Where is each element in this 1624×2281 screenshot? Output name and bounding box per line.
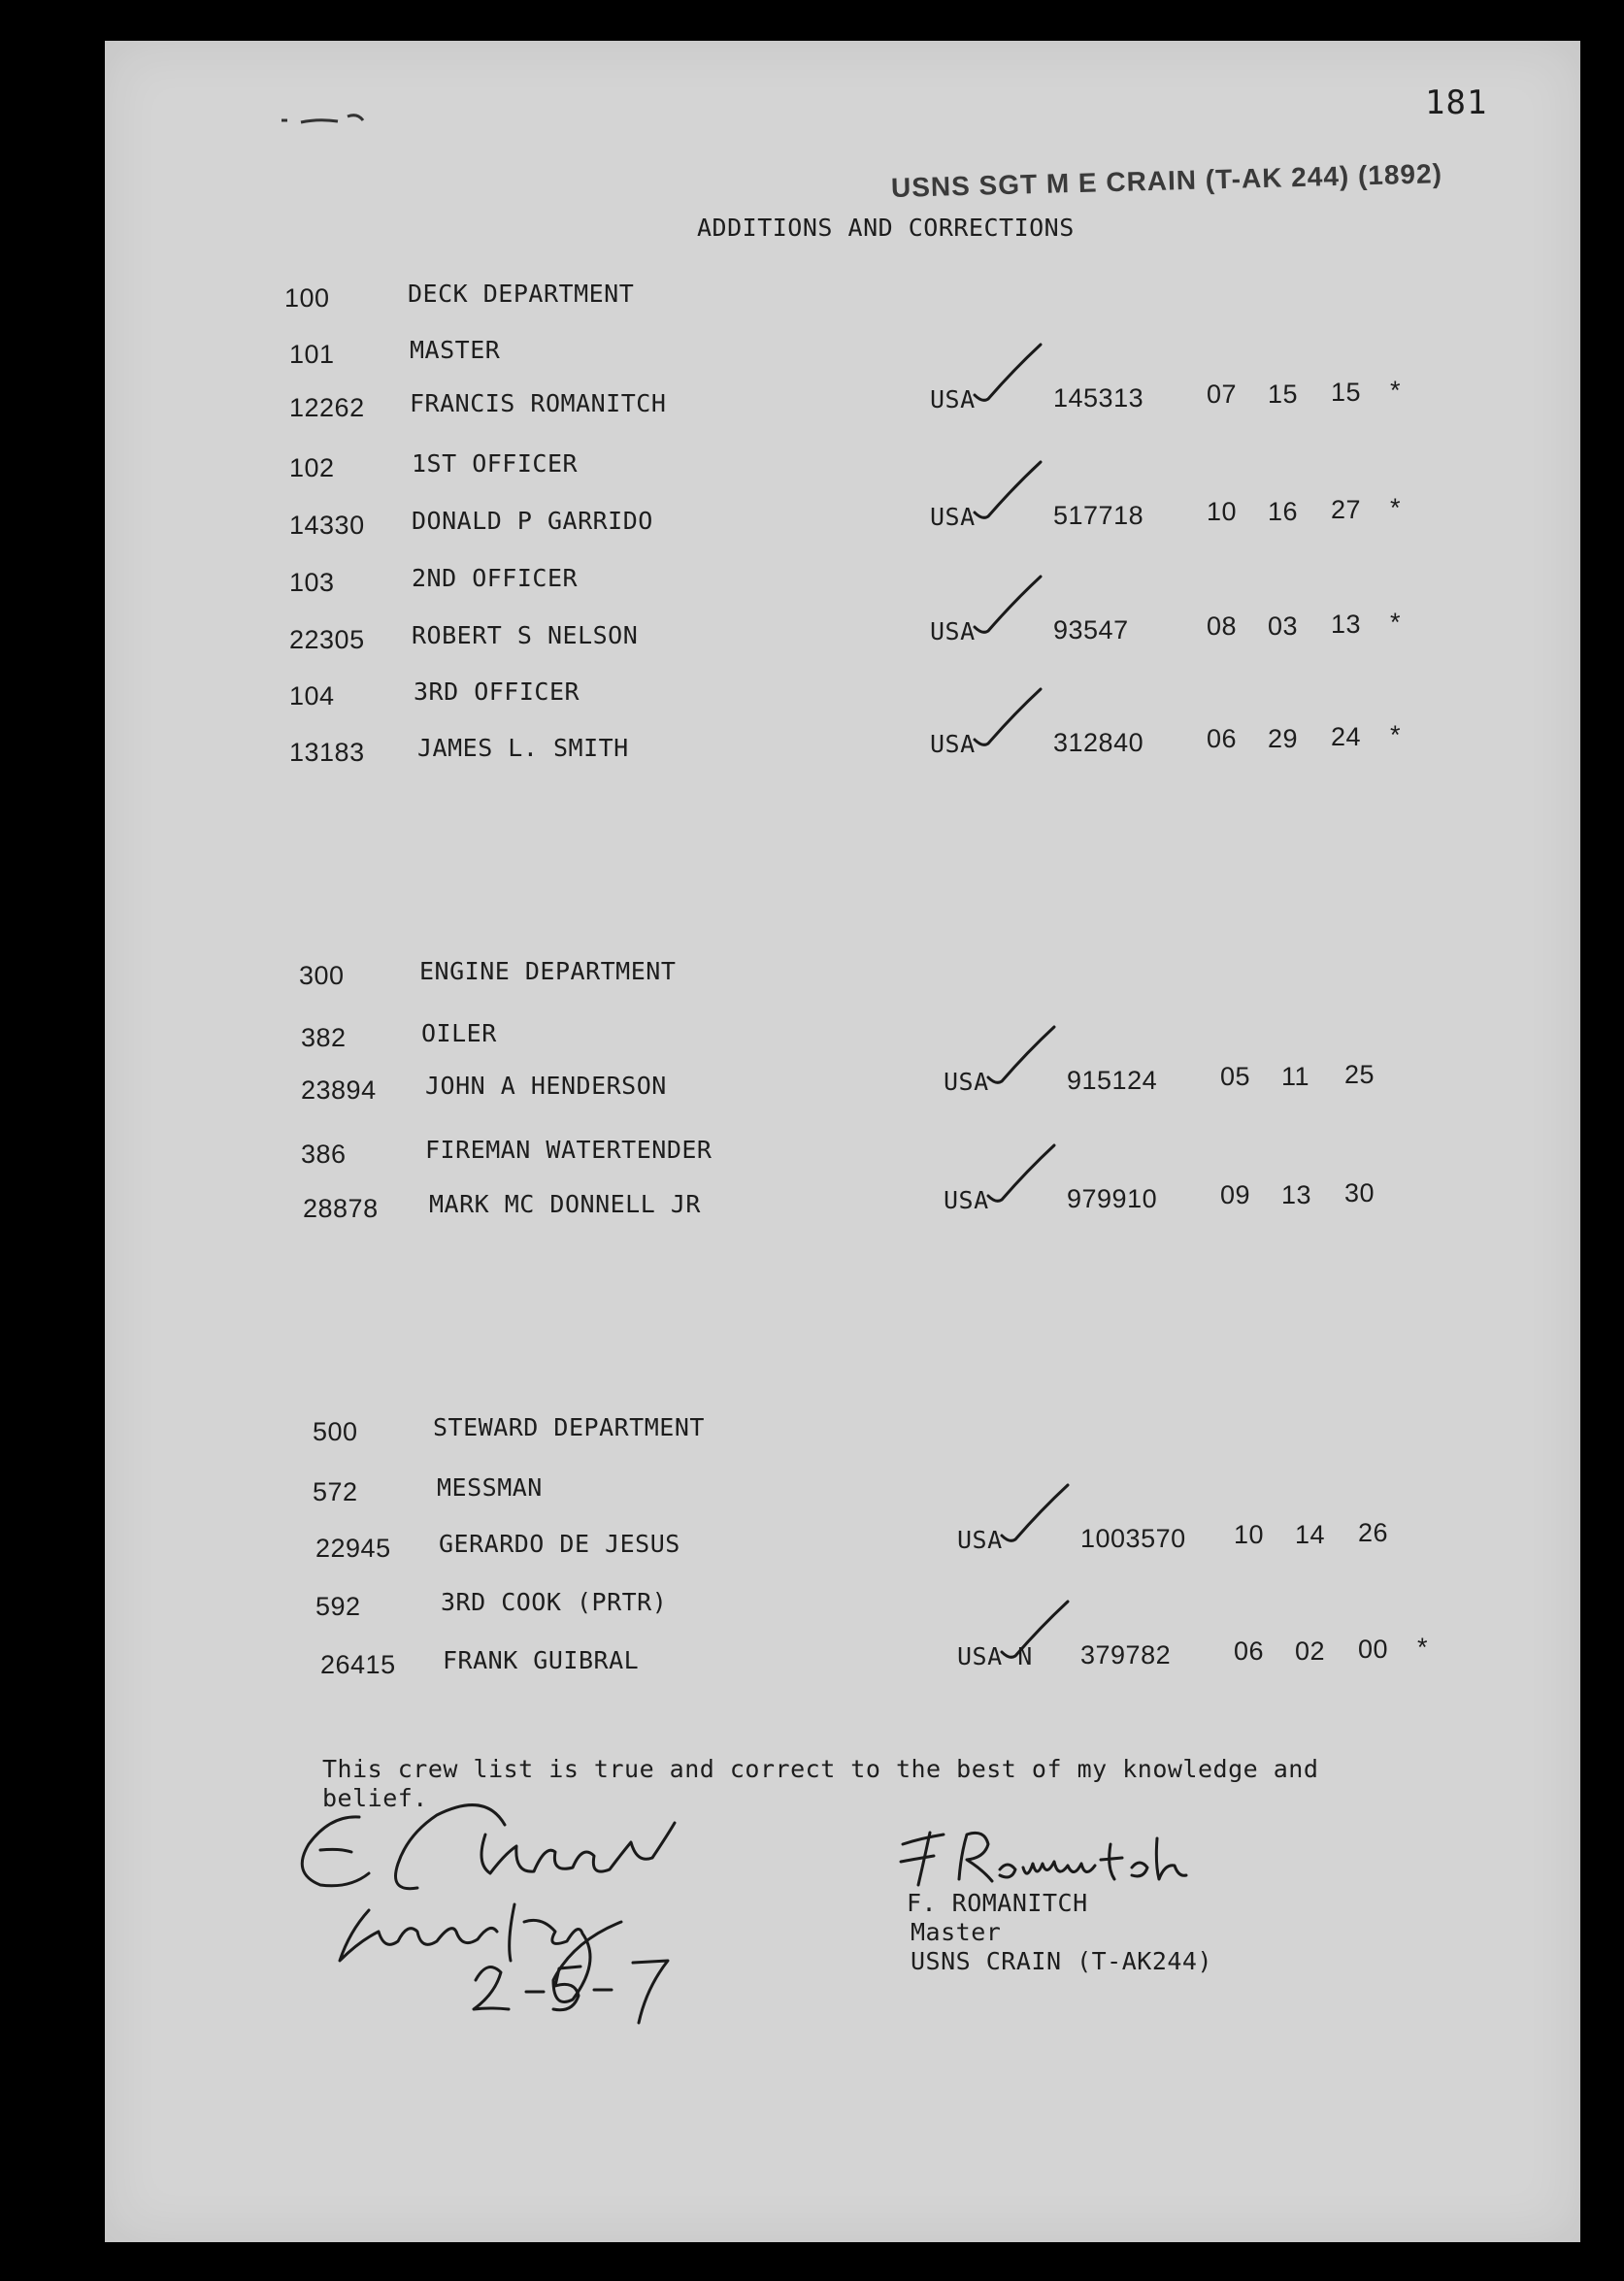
birth-year: 30: [1344, 1178, 1375, 1207]
row-code: 500: [313, 1417, 358, 1446]
vessel-stamp: USNS SGT M E CRAIN (T-AK 244) (1892): [890, 158, 1443, 203]
check-mark-icon: [971, 452, 1048, 530]
crew-name: GERARDO DE JESUS: [439, 1530, 680, 1558]
citizenship: USA: [944, 1186, 989, 1214]
birth-day: 03: [1268, 612, 1299, 641]
check-mark-icon: [971, 679, 1048, 757]
section-label: OILER: [421, 1019, 497, 1047]
certification-line-1: This crew list is true and correct to the best of my knowledge and: [322, 1755, 1319, 1783]
asterisk-mark: *: [1390, 376, 1402, 405]
citizenship: USA N: [957, 1642, 1033, 1670]
row-code: 103: [289, 568, 335, 597]
citizenship: USA: [957, 1526, 1003, 1554]
row-code: 28878: [303, 1194, 379, 1223]
birth-day: 13: [1281, 1180, 1312, 1209]
check-mark-icon: [998, 1592, 1076, 1669]
row-code: 12262: [289, 393, 365, 422]
section-label: 1ST OFFICER: [412, 449, 579, 478]
citizenship: USA: [944, 1068, 989, 1096]
document-number: 379782: [1080, 1640, 1172, 1669]
crew-name: FRANCIS ROMANITCH: [410, 389, 667, 417]
row-code: 386: [301, 1140, 347, 1169]
check-mark-icon: [971, 567, 1048, 645]
handwritten-date: [466, 1941, 679, 2038]
birth-month: 06: [1207, 724, 1238, 753]
row-code: 572: [313, 1477, 358, 1506]
row-code: 300: [299, 961, 345, 990]
certification-line-2: belief.: [322, 1784, 428, 1812]
page-number: 181: [1425, 83, 1488, 122]
check-mark-icon: [984, 1017, 1062, 1095]
section-label: DECK DEPARTMENT: [408, 280, 635, 308]
row-code: 592: [315, 1592, 361, 1621]
crew-name: DONALD P GARRIDO: [412, 507, 653, 535]
section-label: 3RD OFFICER: [414, 678, 580, 706]
birth-year: 24: [1331, 722, 1362, 751]
citizenship: USA: [930, 503, 976, 531]
birth-day: 11: [1281, 1062, 1310, 1091]
signer-title: Master: [911, 1918, 1002, 1946]
birth-day: 02: [1295, 1636, 1326, 1666]
row-code: 13183: [289, 738, 365, 767]
row-code: 26415: [320, 1650, 396, 1679]
signer-vessel: USNS CRAIN (T-AK244): [911, 1947, 1213, 1975]
row-code: 102: [289, 453, 335, 482]
birth-day: 16: [1268, 497, 1299, 526]
asterisk-mark: *: [1417, 1633, 1429, 1662]
row-code: 14330: [289, 511, 365, 540]
section-label: FIREMAN WATERTENDER: [425, 1136, 713, 1164]
citizenship: USA: [930, 730, 976, 758]
check-mark-icon: [971, 335, 1048, 413]
document-number: 517718: [1053, 501, 1144, 530]
crew-name: MARK MC DONNELL JR: [429, 1190, 701, 1218]
ink-smudge: [280, 111, 396, 128]
master-signature: [891, 1825, 1202, 1893]
birth-year: 27: [1331, 495, 1362, 524]
check-mark-icon: [998, 1475, 1076, 1553]
document-number: 93547: [1053, 615, 1129, 645]
section-label: MASTER: [410, 336, 501, 364]
document-number: 915124: [1067, 1066, 1158, 1095]
row-code: 101: [289, 340, 335, 369]
birth-month: 10: [1207, 497, 1238, 526]
citizenship: USA: [930, 617, 976, 645]
document-number: 1003570: [1080, 1524, 1186, 1553]
birth-year: 13: [1331, 610, 1362, 639]
document-number: 145313: [1053, 383, 1144, 413]
check-mark-icon: [984, 1136, 1062, 1213]
row-code: 100: [284, 283, 330, 313]
birth-month: 06: [1234, 1636, 1265, 1666]
row-code: 23894: [301, 1075, 377, 1105]
birth-month: 07: [1207, 380, 1238, 409]
asterisk-mark: *: [1390, 493, 1402, 522]
birth-day: 15: [1268, 380, 1299, 409]
birth-year: 26: [1358, 1518, 1389, 1547]
row-code: 104: [289, 681, 335, 711]
asterisk-mark: *: [1390, 720, 1402, 749]
birth-month: 09: [1220, 1180, 1251, 1209]
row-code: 382: [301, 1023, 347, 1052]
birth-month: 10: [1234, 1520, 1265, 1549]
crew-name: ROBERT S NELSON: [412, 621, 639, 649]
birth-day: 29: [1268, 724, 1299, 753]
page-heading: ADDITIONS AND CORRECTIONS: [697, 214, 1075, 242]
signer-name: F. ROMANITCH: [907, 1889, 1088, 1917]
section-label: 3RD COOK (PRTR): [441, 1588, 668, 1616]
birth-year: 00: [1358, 1635, 1389, 1664]
crew-name: JOHN A HENDERSON: [425, 1072, 667, 1100]
citizenship: USA: [930, 385, 976, 413]
section-label: 2ND OFFICER: [412, 564, 579, 592]
asterisk-mark: *: [1390, 608, 1402, 637]
section-label: MESSMAN: [437, 1473, 543, 1502]
birth-year: 15: [1331, 378, 1362, 407]
document-number: 312840: [1053, 728, 1144, 757]
section-label: ENGINE DEPARTMENT: [419, 957, 677, 985]
birth-day: 14: [1295, 1520, 1326, 1549]
birth-month: 08: [1207, 612, 1238, 641]
birth-month: 05: [1220, 1062, 1251, 1091]
crew-name: JAMES L. SMITH: [417, 734, 629, 762]
row-code: 22945: [315, 1534, 391, 1563]
birth-year: 25: [1344, 1060, 1375, 1089]
section-label: STEWARD DEPARTMENT: [433, 1413, 705, 1441]
crew-name: FRANK GUIBRAL: [443, 1646, 640, 1674]
document-number: 979910: [1067, 1184, 1158, 1213]
row-code: 22305: [289, 625, 365, 654]
